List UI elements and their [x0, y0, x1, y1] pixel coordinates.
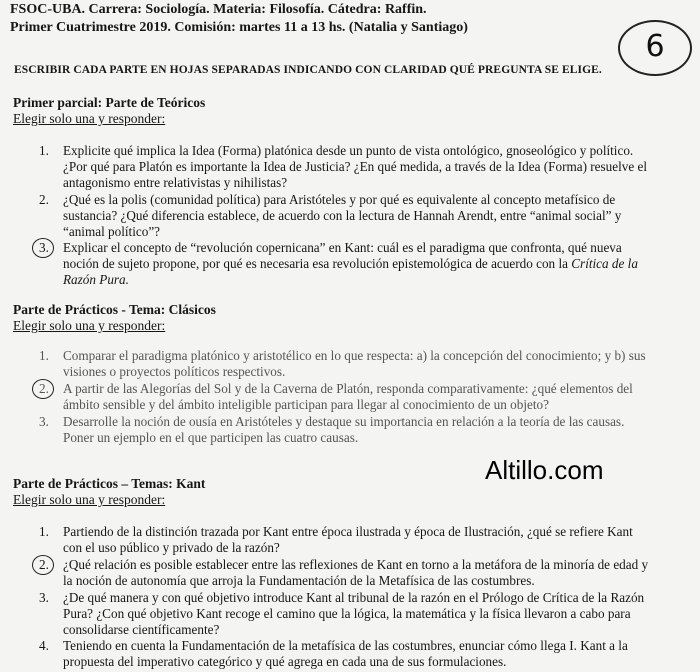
question-line: “animal político”?: [63, 224, 161, 239]
header-line-1: FSOC-UBA. Carrera: Sociología. Materia: Filosofía. Cátedra: Raffin.: [10, 2, 427, 17]
question-line: Explicar el concepto de “revolución copernicana” en Kant: cuál es el paradigma que confronta, qué nueva: [63, 240, 622, 255]
question-number: 4.: [39, 638, 49, 653]
question-line: sustancia? ¿Qué diferencia establece, de acuerdo con la lectura de Hannah Arendt, entre “animal social” y: [63, 208, 622, 223]
watermark: Altillo.com: [485, 455, 604, 485]
question-number: 2.: [39, 192, 49, 207]
section-subtitle-clasicos: Elegir solo una y responder:: [13, 318, 166, 333]
question-line: propuesta del imperativo categórico y qué agrega en cada una de sus formulaciones.: [63, 654, 507, 669]
question-line: consolidarse científicamente?: [63, 622, 220, 637]
question-line: antagonismo entre relativistas y nihilistas?: [63, 175, 288, 190]
question-line: ¿Qué es la polis (comunidad política) para Aristóteles y por qué es equivalente al concepto metafísico de: [63, 192, 616, 207]
section-title-teoricos: Primer parcial: Parte de Teóricos: [13, 95, 206, 110]
question-number: 3.: [39, 590, 49, 605]
question-line: ¿Por qué para Platón es importante la Idea de Justicia? ¿En qué medida, a través de la Idea (Forma) resuelve el: [63, 159, 648, 174]
section-subtitle-teoricos: Elegir solo una y responder:: [13, 111, 166, 126]
question-line: Desarrolle la noción de ousía en Aristóteles y destaque su importancia en relación a la teoría de las causas.: [63, 414, 625, 429]
question-line: Partiendo de la distinción trazada por Kant entre época ilustrada y época de Ilustración, ¿qué se refiere Kant: [63, 524, 633, 539]
question-line: noción de sujeto propone, por qué es necesaria esa revolución epistemológica de acuerdo con la: [63, 256, 568, 271]
question-line: visiones o proyectos políticos respectivos.: [63, 364, 286, 379]
question-line: Explicite qué implica la Idea (Forma) platónica desde un punto de vista ontológico, gnoseológico y político.: [63, 143, 634, 158]
question-number: 2.: [39, 381, 49, 396]
section-subtitle-kant: Elegir solo una y responder:: [13, 492, 166, 507]
question-number: 1.: [39, 524, 49, 539]
question-line: Razón Pura.: [63, 272, 129, 287]
section-title-clasicos: Parte de Prácticos - Tema: Clásicos: [13, 302, 216, 317]
question-line: ¿Qué relación es posible establecer entre las reflexiones de Kant en torno a la metáfora de la minoría de edad y: [63, 557, 649, 572]
question-line: Teniendo en cuenta la Fundamentación de la metafísica de las costumbres, enunciar cómo llega I. Kant a la: [63, 638, 628, 653]
italic-title: Crítica de la: [571, 256, 638, 271]
question-line: Comparar el paradigma platónico y aristotélico en lo que respecta: a) la concepción del conocimiento; y b) sus: [63, 348, 646, 363]
section-title-kant: Parte de Prácticos – Temas: Kant: [13, 476, 206, 491]
question-line: ámbito sensible y del ámbito inteligible participan para llegar al conocimiento de un objeto?: [63, 397, 549, 412]
instruction-text: ESCRIBIR CADA PARTE EN HOJAS SEPARADAS INDICANDO CON CLARIDAD QUÉ PREGUNTA SE ELIGE.: [14, 64, 602, 76]
question-line: la noción de autonomía que arroja la Fundamentación de la Metafísica de las costumbres.: [63, 573, 535, 588]
header-line-2: Primer Cuatrimestre 2019. Comisión: martes 11 a 13 hs. (Natalia y Santiago): [10, 20, 468, 35]
question-line: con el uso público y privado de la razón?: [63, 540, 280, 555]
question-number: 1.: [39, 348, 49, 363]
question-number: 1.: [39, 143, 49, 158]
question-line: A partir de las Alegorías del Sol y de la Caverna de Platón, responda comparativamente: ¿qué elementos del: [63, 381, 633, 396]
question-number: 3.: [39, 414, 49, 429]
question-line: Poner un ejemplo en el que participen las cuatro causas.: [63, 430, 359, 445]
question-number: 3.: [39, 240, 49, 255]
question-line: ¿De qué manera y con qué objetivo introduce Kant al tribunal de la razón en el Prólogo de Crítica de la Razón: [63, 590, 645, 605]
question-number: 2.: [39, 557, 49, 572]
handwritten-exam-number: 6: [618, 20, 692, 76]
question-line: Pura? ¿Con qué objetivo Kant recoge el camino que la lógica, la matemática y la física llevaron a cabo para: [63, 606, 631, 621]
